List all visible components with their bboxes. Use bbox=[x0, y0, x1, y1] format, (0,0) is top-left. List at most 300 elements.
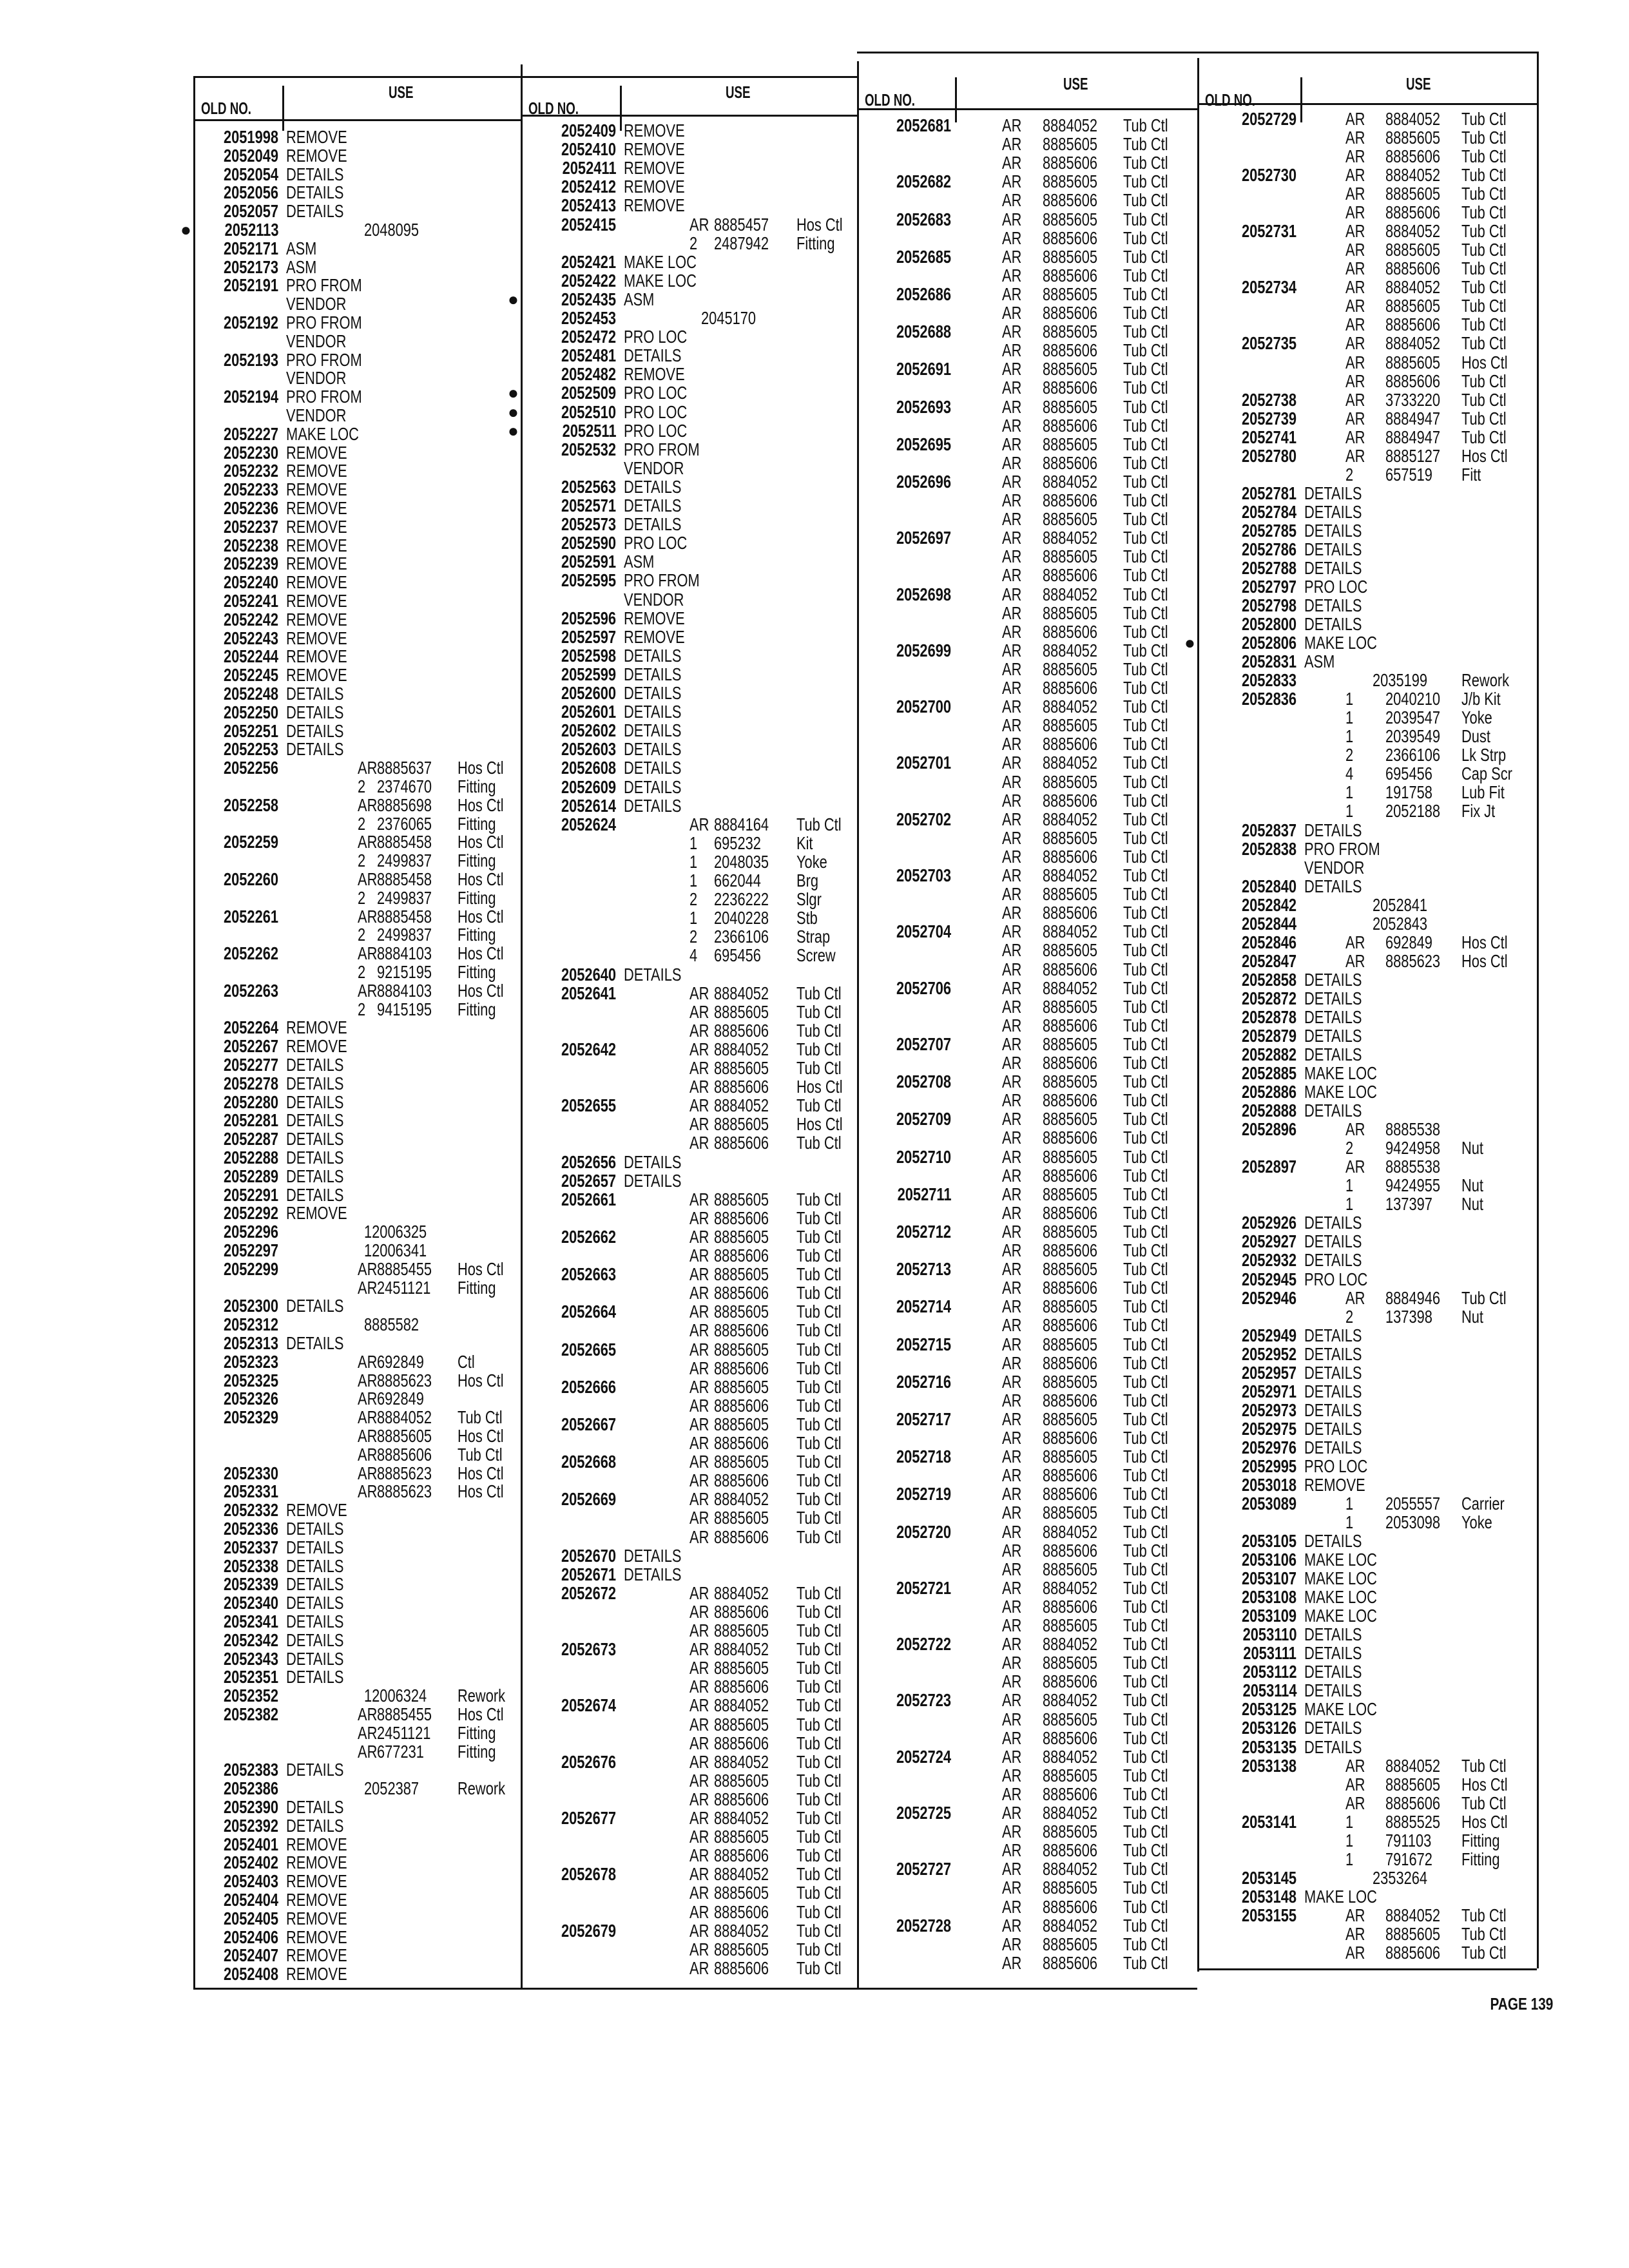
new-part-number: 2035199 bbox=[1373, 670, 1428, 691]
use-instruction: REMOVE bbox=[286, 516, 347, 537]
new-part-number: 8884052 bbox=[1385, 109, 1441, 129]
list-item bbox=[521, 271, 857, 290]
use-instruction: DETAILS bbox=[286, 739, 344, 760]
old-part-number: 2052288 bbox=[223, 1148, 278, 1168]
new-part-number: 8884052 bbox=[714, 1489, 769, 1510]
list-item bbox=[857, 997, 1197, 1016]
new-part-number: 8885457 bbox=[714, 214, 769, 235]
list-item bbox=[857, 1616, 1197, 1635]
new-part-number: 8884052 bbox=[1043, 1521, 1098, 1542]
new-part-number: 9424958 bbox=[1385, 1138, 1441, 1158]
old-part-number: 2052239 bbox=[223, 553, 278, 574]
bullet-icon: ● bbox=[508, 420, 519, 441]
quantity: AR bbox=[1002, 1503, 1022, 1523]
old-part-number: 2052403 bbox=[223, 1871, 278, 1892]
new-part-number: 3733220 bbox=[1385, 389, 1441, 410]
list-item bbox=[1197, 296, 1537, 315]
new-part-number: 8885605 bbox=[1385, 296, 1441, 316]
list-item bbox=[521, 965, 857, 984]
part-description: Hos Ctl bbox=[458, 869, 504, 889]
part-description: Strap bbox=[796, 927, 831, 947]
use-instruction: DETAILS bbox=[286, 1797, 344, 1817]
list-item bbox=[521, 159, 857, 177]
list-item bbox=[1197, 240, 1537, 259]
use-instruction: MAKE LOC bbox=[286, 423, 359, 444]
list-item bbox=[193, 1241, 521, 1260]
use-instruction: DETAILS bbox=[624, 702, 682, 722]
list-item bbox=[857, 1935, 1197, 1954]
new-part-number: 692849 bbox=[377, 1351, 424, 1372]
new-part-number: 2052843 bbox=[1373, 913, 1428, 934]
list-item bbox=[1197, 1157, 1537, 1176]
quantity: AR bbox=[1345, 296, 1365, 316]
list-item bbox=[857, 153, 1197, 172]
old-part-number: 2052331 bbox=[223, 1481, 278, 1502]
old-part-number: 2052337 bbox=[223, 1537, 278, 1557]
old-part-number: 2052243 bbox=[223, 628, 278, 648]
old-part-number: 2052833 bbox=[1241, 670, 1296, 691]
list-item bbox=[521, 1452, 857, 1471]
quantity: AR bbox=[1002, 827, 1022, 848]
list-item bbox=[1197, 708, 1537, 727]
list-item bbox=[193, 591, 521, 610]
list-item bbox=[193, 1519, 521, 1538]
quantity: AR bbox=[689, 1920, 709, 1941]
old-part-number: 2052683 bbox=[896, 209, 951, 229]
new-part-number: 2353264 bbox=[1373, 1867, 1428, 1888]
use-instruction: REMOVE bbox=[286, 1834, 347, 1854]
quantity: AR bbox=[1345, 1792, 1365, 1813]
quantity: AR bbox=[689, 1695, 709, 1716]
list-item bbox=[193, 1946, 521, 1965]
new-part-number: 8885605 bbox=[1043, 1709, 1098, 1729]
part-description: Tub Ctl bbox=[1123, 1709, 1168, 1729]
quantity: AR bbox=[1002, 865, 1022, 885]
quantity: AR bbox=[689, 1864, 709, 1885]
old-part-number: 2052932 bbox=[1241, 1250, 1296, 1271]
old-part-number: 2052608 bbox=[561, 758, 616, 778]
new-part-number: 8885606 bbox=[1043, 621, 1098, 642]
old-part-number: 2052251 bbox=[223, 720, 278, 741]
new-part-number: 8885606 bbox=[1043, 378, 1098, 398]
new-part-number: 8885605 bbox=[1043, 322, 1098, 342]
use-instruction: REMOVE bbox=[286, 646, 347, 667]
quantity: 2 bbox=[1345, 1306, 1354, 1327]
part-description: Lub Fit bbox=[1461, 782, 1505, 803]
list-item bbox=[193, 1649, 521, 1668]
part-description: Tub Ctl bbox=[1123, 190, 1168, 211]
old-part-number: 2052897 bbox=[1241, 1157, 1296, 1177]
new-part-number: 2040210 bbox=[1385, 689, 1441, 709]
list-item bbox=[1197, 1082, 1537, 1101]
list-item bbox=[521, 1115, 857, 1133]
part-description: Fitting bbox=[458, 887, 496, 908]
part-description: Tub Ctl bbox=[1123, 1540, 1168, 1561]
list-item bbox=[521, 702, 857, 721]
part-description: Rework bbox=[458, 1686, 506, 1706]
part-description: Tub Ctl bbox=[1123, 1408, 1168, 1429]
new-part-number: 2045170 bbox=[701, 308, 757, 328]
quantity: AR bbox=[689, 1883, 709, 1903]
new-part-number: 2499837 bbox=[377, 925, 432, 945]
part-description: J/b Kit bbox=[1461, 689, 1501, 709]
part-description: Tub Ctl bbox=[796, 1751, 842, 1772]
part-description: Stb bbox=[796, 908, 818, 928]
use-instruction: DETAILS bbox=[286, 164, 344, 184]
quantity: AR bbox=[1002, 996, 1022, 1017]
old-part-number: 2052281 bbox=[223, 1110, 278, 1131]
list-item bbox=[1197, 877, 1537, 896]
old-part-number: 2052351 bbox=[223, 1667, 278, 1687]
quantity: AR bbox=[689, 1058, 709, 1078]
list-item bbox=[1197, 1644, 1537, 1662]
list-item bbox=[521, 1302, 857, 1321]
new-part-number: 8884052 bbox=[1043, 697, 1098, 717]
part-description: Tub Ctl bbox=[1123, 1240, 1168, 1260]
use-instruction: DETAILS bbox=[624, 1545, 682, 1566]
old-part-number: 2052408 bbox=[223, 1964, 278, 1984]
new-part-number: 8885605 bbox=[1043, 1221, 1098, 1242]
use-instruction: ASM bbox=[1304, 651, 1335, 672]
use-instruction: DETAILS bbox=[1304, 1100, 1362, 1121]
part-description: Fitting bbox=[458, 962, 496, 982]
old-part-number: 2052667 bbox=[561, 1414, 616, 1434]
list-item bbox=[193, 1093, 521, 1111]
quantity: AR bbox=[358, 1258, 378, 1279]
list-item bbox=[857, 1653, 1197, 1672]
old-part-number: 2053125 bbox=[1241, 1699, 1296, 1720]
new-part-number: 8885605 bbox=[714, 1508, 769, 1528]
list-item bbox=[1197, 1289, 1537, 1307]
new-part-number: 8885605 bbox=[1043, 209, 1098, 229]
part-description: Tub Ctl bbox=[796, 1189, 842, 1209]
quantity: 1 bbox=[1345, 726, 1354, 747]
list-item bbox=[857, 678, 1197, 697]
quantity: AR bbox=[1345, 932, 1365, 952]
quantity: AR bbox=[358, 943, 378, 964]
use-instruction: REMOVE bbox=[286, 127, 347, 147]
use-instruction: VENDOR bbox=[286, 294, 347, 314]
quantity: AR bbox=[1002, 715, 1022, 736]
part-description: Nut bbox=[1461, 1306, 1483, 1327]
part-description: Hos Ctl bbox=[458, 1258, 504, 1279]
quantity: AR bbox=[358, 1481, 378, 1502]
list-item bbox=[857, 979, 1197, 997]
part-description: Tub Ctl bbox=[1123, 1278, 1168, 1298]
list-item bbox=[1197, 1232, 1537, 1251]
old-part-number: 2052642 bbox=[561, 1039, 616, 1059]
new-part-number: 8885698 bbox=[377, 794, 432, 815]
part-description: Hos Ctl bbox=[458, 1370, 504, 1390]
old-part-number: 2052665 bbox=[561, 1339, 616, 1360]
new-part-number: 2366106 bbox=[1385, 745, 1441, 765]
old-part-number: 2053105 bbox=[1241, 1531, 1296, 1552]
part-description: Tub Ctl bbox=[1123, 1128, 1168, 1148]
part-description: Tub Ctl bbox=[796, 1601, 842, 1622]
use-instruction: DETAILS bbox=[286, 1129, 344, 1149]
use-instruction: DETAILS bbox=[286, 1333, 344, 1353]
list-item bbox=[857, 1560, 1197, 1579]
use-instruction: DETAILS bbox=[286, 1593, 344, 1613]
new-part-number: 8885637 bbox=[377, 758, 432, 778]
list-item bbox=[1197, 1120, 1537, 1139]
quantity: AR bbox=[1002, 1934, 1022, 1954]
list-item bbox=[193, 1631, 521, 1649]
new-part-number: 8884052 bbox=[714, 1039, 769, 1059]
new-part-number: 8885606 bbox=[1043, 1390, 1098, 1410]
use-instruction: REMOVE bbox=[286, 591, 347, 611]
quantity: AR bbox=[1002, 734, 1022, 754]
old-part-number: 2052668 bbox=[561, 1452, 616, 1472]
quantity: AR bbox=[1002, 1090, 1022, 1111]
old-part-number: 2052661 bbox=[561, 1189, 616, 1209]
old-part-number: 2052401 bbox=[223, 1834, 278, 1854]
new-part-number: 8885455 bbox=[377, 1258, 432, 1279]
old-part-number: 2052232 bbox=[223, 461, 278, 481]
part-description: Tub Ctl bbox=[1123, 1296, 1168, 1317]
quantity: AR bbox=[1002, 697, 1022, 717]
new-part-number: 8885606 bbox=[377, 1444, 432, 1465]
use-instruction: DETAILS bbox=[286, 720, 344, 741]
list-item bbox=[180, 220, 521, 240]
old-part-number: 2052691 bbox=[896, 359, 951, 380]
old-part-number: 2052230 bbox=[223, 442, 278, 463]
list-item bbox=[193, 944, 521, 963]
new-part-number: 8885606 bbox=[1043, 1840, 1098, 1861]
old-part-number: 2052341 bbox=[223, 1611, 278, 1631]
new-part-number: 8884103 bbox=[377, 980, 432, 1001]
list-item bbox=[1197, 970, 1537, 989]
old-part-number: 2052614 bbox=[561, 795, 616, 816]
list-item bbox=[1197, 1569, 1537, 1588]
list-item bbox=[1197, 1457, 1537, 1475]
list-item bbox=[1197, 783, 1537, 802]
list-item bbox=[1197, 1831, 1537, 1850]
list-item bbox=[857, 172, 1197, 191]
old-part-number: 2052725 bbox=[896, 1803, 951, 1823]
list-item bbox=[193, 1779, 521, 1798]
new-part-number: 8885606 bbox=[1043, 1596, 1098, 1617]
quantity: AR bbox=[1002, 584, 1022, 604]
part-description: Fitting bbox=[796, 233, 835, 253]
new-part-number: 8885605 bbox=[1043, 1334, 1098, 1354]
part-description: Tub Ctl bbox=[1123, 1053, 1168, 1073]
old-part-number: 2052842 bbox=[1241, 894, 1296, 915]
part-description: Tub Ctl bbox=[1123, 1934, 1168, 1954]
part-description: Rework bbox=[1461, 670, 1510, 691]
part-description: Tub Ctl bbox=[796, 1620, 842, 1640]
list-item bbox=[193, 1928, 521, 1946]
old-part-number: 2053089 bbox=[1241, 1493, 1296, 1514]
old-part-number: 2052407 bbox=[223, 1945, 278, 1966]
part-description: Tub Ctl bbox=[796, 1695, 842, 1716]
quantity: AR bbox=[689, 1020, 709, 1041]
part-description: Tub Ctl bbox=[1123, 359, 1168, 380]
new-part-number: 8885606 bbox=[1043, 1165, 1098, 1186]
use-instruction: VENDOR bbox=[1304, 857, 1365, 878]
list-item bbox=[521, 1640, 857, 1658]
quantity: AR bbox=[1002, 1390, 1022, 1410]
part-description: Tub Ctl bbox=[1123, 809, 1168, 829]
use-instruction: REMOVE bbox=[624, 120, 685, 140]
quantity: AR bbox=[1345, 1774, 1365, 1794]
new-part-number: 8885605 bbox=[714, 1376, 769, 1397]
list-item bbox=[193, 1352, 521, 1371]
list-item bbox=[1197, 184, 1537, 203]
list-item bbox=[1197, 933, 1537, 952]
use-instruction: REMOVE bbox=[286, 479, 347, 500]
old-part-number: 2052300 bbox=[223, 1296, 278, 1316]
list-item bbox=[521, 459, 857, 477]
list-item bbox=[193, 1593, 521, 1612]
new-part-number: 8885606 bbox=[714, 1677, 769, 1697]
quantity: AR bbox=[1345, 184, 1365, 204]
use-instruction: DETAILS bbox=[286, 1091, 344, 1112]
old-part-number: 2052261 bbox=[223, 906, 278, 927]
quantity: AR bbox=[689, 1770, 709, 1791]
new-part-number: 8885606 bbox=[1043, 265, 1098, 285]
old-part-number: 2052242 bbox=[223, 609, 278, 629]
list-item bbox=[1197, 1925, 1537, 1943]
quantity: AR bbox=[1002, 434, 1022, 454]
list-item bbox=[857, 1747, 1197, 1766]
part-description: Tub Ctl bbox=[1123, 1803, 1168, 1823]
quantity: AR bbox=[358, 869, 378, 889]
list-item bbox=[193, 294, 521, 313]
part-description: Tub Ctl bbox=[1123, 1821, 1168, 1842]
use-instruction: REMOVE bbox=[624, 158, 685, 178]
use-instruction: VENDOR bbox=[286, 331, 347, 351]
list-item bbox=[1197, 1700, 1537, 1718]
part-description: Tub Ctl bbox=[1461, 1905, 1507, 1925]
list-item bbox=[857, 1391, 1197, 1410]
new-part-number: 8884052 bbox=[1385, 1755, 1441, 1776]
new-part-number: 8885605 bbox=[1043, 996, 1098, 1017]
use-instruction: DETAILS bbox=[1304, 1325, 1362, 1345]
use-instruction: REMOVE bbox=[286, 535, 347, 555]
old-part-number: 2053106 bbox=[1241, 1550, 1296, 1570]
list-item bbox=[193, 425, 521, 443]
use-instruction: DETAILS bbox=[1304, 1250, 1362, 1271]
part-description: Tub Ctl bbox=[796, 1039, 842, 1059]
new-part-number: 8885605 bbox=[1043, 171, 1098, 192]
list-item bbox=[521, 1903, 857, 1921]
quantity: AR bbox=[1002, 1821, 1022, 1842]
part-description: Tub Ctl bbox=[1123, 1146, 1168, 1167]
new-part-number: 8885606 bbox=[714, 1395, 769, 1416]
quantity: AR bbox=[1002, 115, 1022, 135]
list-item bbox=[857, 735, 1197, 753]
use-instruction: DETAILS bbox=[286, 1537, 344, 1557]
quantity: AR bbox=[1002, 753, 1022, 773]
quantity: AR bbox=[1002, 1653, 1022, 1673]
list-item bbox=[857, 773, 1197, 791]
use-instruction: DETAILS bbox=[286, 1760, 344, 1780]
use-instruction: DETAILS bbox=[1304, 1399, 1362, 1420]
new-part-number: 8885605 bbox=[714, 1226, 769, 1247]
old-part-number: 2052896 bbox=[1241, 1119, 1296, 1140]
list-item bbox=[1197, 1401, 1537, 1419]
old-part-number: 2052406 bbox=[223, 1927, 278, 1947]
quantity: AR bbox=[1002, 1278, 1022, 1298]
part-description: Tub Ctl bbox=[796, 1677, 842, 1697]
list-item bbox=[1197, 1064, 1537, 1082]
old-part-number: 2052663 bbox=[561, 1264, 616, 1285]
old-part-number: 2052695 bbox=[896, 434, 951, 454]
quantity: AR bbox=[1002, 1371, 1022, 1392]
old-part-number: 2052781 bbox=[1241, 483, 1296, 503]
old-part-number: 2052340 bbox=[223, 1593, 278, 1613]
use-instruction: DETAILS bbox=[286, 201, 344, 222]
new-part-number: 8885605 bbox=[714, 1827, 769, 1847]
list-item bbox=[1197, 390, 1537, 409]
list-item bbox=[521, 1602, 857, 1621]
old-part-number: 2052927 bbox=[1241, 1231, 1296, 1252]
quantity: AR bbox=[358, 1741, 378, 1762]
list-item bbox=[521, 1378, 857, 1396]
use-instruction: DETAILS bbox=[624, 476, 682, 497]
list-item bbox=[521, 890, 857, 908]
old-part-number: 2052679 bbox=[561, 1920, 616, 1941]
old-part-number: 2052482 bbox=[561, 364, 616, 385]
part-description: Tub Ctl bbox=[796, 1770, 842, 1791]
header-rule-1 bbox=[193, 119, 521, 121]
quantity: 2 bbox=[689, 233, 698, 253]
old-part-number: 2053138 bbox=[1241, 1755, 1296, 1776]
quantity: 1 bbox=[1345, 689, 1354, 709]
list-item bbox=[857, 1878, 1197, 1897]
list-item bbox=[857, 791, 1197, 810]
part-description: Fitting bbox=[458, 776, 496, 796]
part-description: Fitting bbox=[458, 850, 496, 871]
new-part-number: 8885606 bbox=[1043, 190, 1098, 211]
list-item bbox=[193, 832, 521, 851]
old-part-number: 2052280 bbox=[223, 1091, 278, 1112]
old-part-number: 2052685 bbox=[896, 246, 951, 267]
use-instruction: DETAILS bbox=[1304, 988, 1362, 1008]
old-part-number: 2052701 bbox=[896, 753, 951, 773]
new-part-number: 8885606 bbox=[1043, 340, 1098, 361]
use-instruction: DETAILS bbox=[624, 645, 682, 666]
part-description: Tub Ctl bbox=[1123, 1390, 1168, 1410]
old-part-number: 2052731 bbox=[1241, 221, 1296, 242]
quantity: AR bbox=[1002, 1072, 1022, 1092]
part-description: Fitt bbox=[1461, 464, 1481, 485]
new-part-number: 8884052 bbox=[1043, 528, 1098, 548]
new-part-number: 191758 bbox=[1385, 782, 1432, 803]
part-description: Tub Ctl bbox=[1123, 1072, 1168, 1092]
part-description: Tub Ctl bbox=[1123, 1465, 1168, 1486]
list-item bbox=[1197, 1045, 1537, 1064]
list-item bbox=[857, 303, 1197, 322]
quantity: AR bbox=[1002, 528, 1022, 548]
list-item bbox=[193, 1853, 521, 1872]
old-part-number: 2052410 bbox=[561, 139, 616, 160]
old-part-number: 2053126 bbox=[1241, 1718, 1296, 1738]
old-part-number: 2052872 bbox=[1241, 988, 1296, 1008]
new-part-number: 8885605 bbox=[1043, 246, 1098, 267]
new-part-number: 8884103 bbox=[377, 943, 432, 964]
list-item bbox=[521, 646, 857, 665]
quantity: AR bbox=[1002, 1053, 1022, 1073]
list-item bbox=[193, 1705, 521, 1724]
use-instruction: MAKE LOC bbox=[1304, 1082, 1377, 1102]
quantity: AR bbox=[689, 1939, 709, 1959]
old-part-number: 2053109 bbox=[1241, 1606, 1296, 1626]
old-part-number: 2052241 bbox=[223, 591, 278, 611]
list-item bbox=[193, 1427, 521, 1445]
quantity: AR bbox=[1002, 340, 1022, 361]
